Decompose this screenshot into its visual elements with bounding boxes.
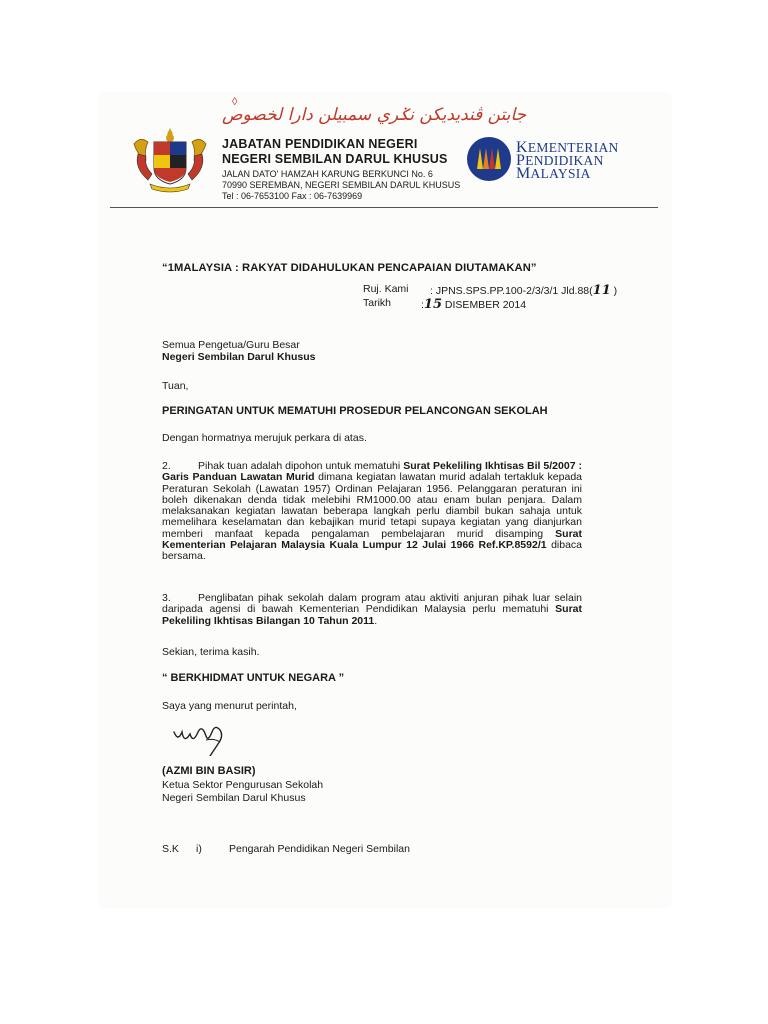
recipient-line2: Negeri Sembilan Darul Khusus bbox=[162, 351, 316, 363]
signature-icon bbox=[170, 718, 240, 756]
jawi-department-title: جابتن ڤنديديكن نݢري سمبيلن دارا لخصوص bbox=[222, 105, 527, 125]
ministry-logo-icon bbox=[466, 136, 512, 182]
ministry-name-line1: KEMENTERIAN bbox=[516, 139, 619, 156]
reference-label: Ruj. Kami bbox=[363, 283, 409, 295]
yours-faithfully: Saya yang menurut perintah, bbox=[162, 700, 297, 712]
intro-paragraph: Dengan hormatnya merujuk perkara di atas. bbox=[162, 432, 367, 444]
paragraph-3: 3. Penglibatan pihak sekolah dalam program atau aktiviti anjuran pihak luar selain daripada agensi di bawah Kementerian Pendidikan Malaysia perlu mematuhi Surat Pekeliling Ikhtisas Bilangan 10 Tahun 2011. bbox=[162, 592, 582, 627]
paragraph-2: 2. Pihak tuan adalah dipohon untuk mematuhi Surat Pekeliling Ikhtisas Bil 5/2007 : Garis Panduan Lawatan Murid dimana kegiatan lawatan murid adalah tertakluk kepada Peraturan Sekolah (Lawatan 1957) Ordinan Pelajaran 1956. Pelanggaran peraturan ini boleh dikenakan denda tidak melebihi RM1000.00 atau enam bulan penjara. Dalam melaksanakan kegiatan lawatan beberapa langkah perlu diambil bukan sahaja untuk memelihara keselamatan dan kebajikan murid tetapi supaya kegiatan yang dianjurkan memberi manfaat kepada pengalaman pembelajaran murid disamping Surat Kementerian Pelajaran Malaysia Kuala Lumpur 12 Julai 1966 Ref.KP.8592/1 dibaca bersama. bbox=[162, 460, 583, 563]
jawi-ornament-icon: ◊ bbox=[232, 96, 238, 108]
cc-label: S.K bbox=[162, 843, 179, 855]
ministry-name-line2: PENDIDIKAN bbox=[516, 152, 604, 169]
date-label: Tarikh bbox=[363, 297, 392, 309]
closing-line: Sekian, terima kasih. bbox=[162, 646, 260, 658]
letterhead-divider bbox=[110, 207, 658, 208]
letter-date: :15 DISEMBER 2014 bbox=[421, 297, 527, 312]
signatory-title: Ketua Sektor Pengurusan Sekolah bbox=[162, 779, 324, 791]
salutation: Tuan, bbox=[162, 380, 189, 392]
motto: “1MALAYSIA : RAKYAT DIDAHULUKAN PENCAPAIAN DIUTAMAKAN” bbox=[162, 262, 537, 274]
ministry-name-line3: MALAYSIA bbox=[516, 165, 591, 182]
slogan: “ BERKHIDMAT UNTUK NEGARA ” bbox=[162, 672, 345, 684]
cc-index: i) bbox=[196, 843, 202, 855]
recipient-line1: Semua Pengetua/Guru Besar bbox=[162, 339, 300, 351]
signatory-state: Negeri Sembilan Darul Khusus bbox=[162, 792, 306, 804]
signatory-name: (AZMI BIN BASIR) bbox=[162, 765, 256, 777]
letter-subject: PERINGATAN UNTUK MEMATUHI PROSEDUR PELANCONGAN SEKOLAH bbox=[162, 405, 548, 417]
cc-recipient: Pengarah Pendidikan Negeri Sembilan bbox=[229, 843, 410, 855]
department-address-line2: 70990 SEREMBAN, NEGERI SEMBILAN DARUL KHUSUS bbox=[222, 180, 461, 190]
department-address-line1: JALAN DATO' HAMZAH KARUNG BERKUNCI No. 6 bbox=[222, 169, 433, 179]
department-name-line1: JABATAN PENDIDIKAN NEGERI bbox=[222, 137, 418, 151]
state-crest-icon bbox=[124, 124, 216, 194]
department-contact: Tel : 06-7653100 Fax : 06-7639969 bbox=[222, 191, 363, 201]
reference-number: : JPNS.SPS.PP.100-2/3/3/1 Jld.88(11 ) bbox=[430, 283, 618, 298]
department-name-line2: NEGERI SEMBILAN DARUL KHUSUS bbox=[222, 152, 448, 166]
